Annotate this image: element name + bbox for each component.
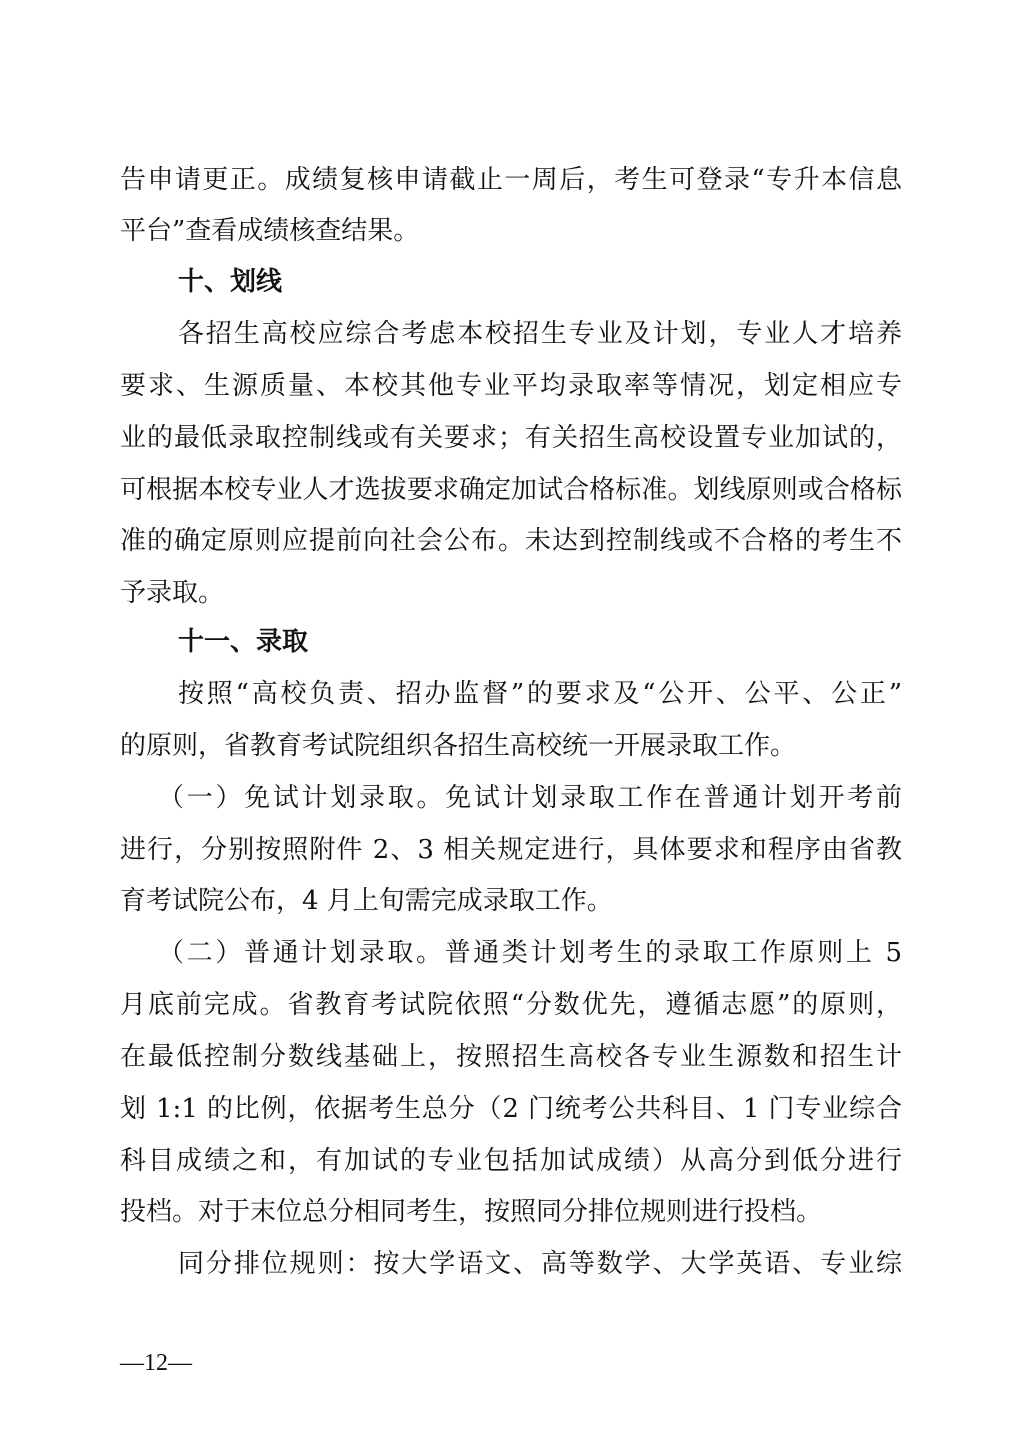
paragraph-line: 予录取。 <box>120 578 225 608</box>
subsection-line: （一）免试计划录取。免试计划录取工作在普通计划开考前 <box>158 783 902 813</box>
paragraph-line: 育考试院公布，4 月上旬需完成录取工作。 <box>120 886 613 916</box>
paragraph-line: 按照“高校负责、招办监督”的要求及“公开、公平、公正” <box>178 679 902 709</box>
paragraph-line: 业的最低录取控制线或有关要求；有关招生高校设置专业加试的， <box>120 423 902 453</box>
subsection-line: （二）普通计划录取。普通类计划考生的录取工作原则上 5 <box>158 938 902 968</box>
paragraph-line: 要求、生源质量、本校其他专业平均录取率等情况，划定相应专 <box>120 371 902 401</box>
paragraph-line: 可根据本校专业人才选拔要求确定加试合格标准。划线原则或合格标 <box>120 475 902 505</box>
paragraph-line: 投档。对于末位总分相同考生，按照同分排位规则进行投档。 <box>120 1197 823 1227</box>
paragraph-line: 划 1:1 的比例，依据考生总分（2 门统考公共科目、1 门专业综合 <box>120 1094 902 1124</box>
paragraph-line: 的原则，省教育考试院组织各招生高校统一开展录取工作。 <box>120 731 797 761</box>
paragraph-line: 准的确定原则应提前向社会公布。未达到控制线或不合格的考生不 <box>120 526 902 556</box>
paragraph-line: 同分排位规则：按大学语文、高等数学、大学英语、专业综 <box>178 1249 902 1279</box>
paragraph-line: 科目成绩之和，有加试的专业包括加试成绩）从高分到低分进行 <box>120 1146 902 1176</box>
paragraph-line: 月底前完成。省教育考试院依照“分数优先，遵循志愿”的原则， <box>120 990 902 1020</box>
paragraph-line: 进行，分别按照附件 2、3 相关规定进行，具体要求和程序由省教 <box>120 835 902 865</box>
paragraph-line: 在最低控制分数线基础上，按照招生高校各专业生源数和招生计 <box>120 1042 902 1072</box>
paragraph-line: 各招生高校应综合考虑本校招生专业及计划，专业人才培养 <box>178 319 902 349</box>
page-number: —12— <box>120 1350 192 1376</box>
section-heading-10: 十、划线 <box>178 267 283 297</box>
paragraph-line: 告申请更正。成绩复核申请截止一周后，考生可登录“专升本信息 <box>120 165 902 195</box>
paragraph-line: 平台”查看成绩核查结果。 <box>120 216 420 246</box>
section-heading-11: 十一、录取 <box>178 627 309 657</box>
